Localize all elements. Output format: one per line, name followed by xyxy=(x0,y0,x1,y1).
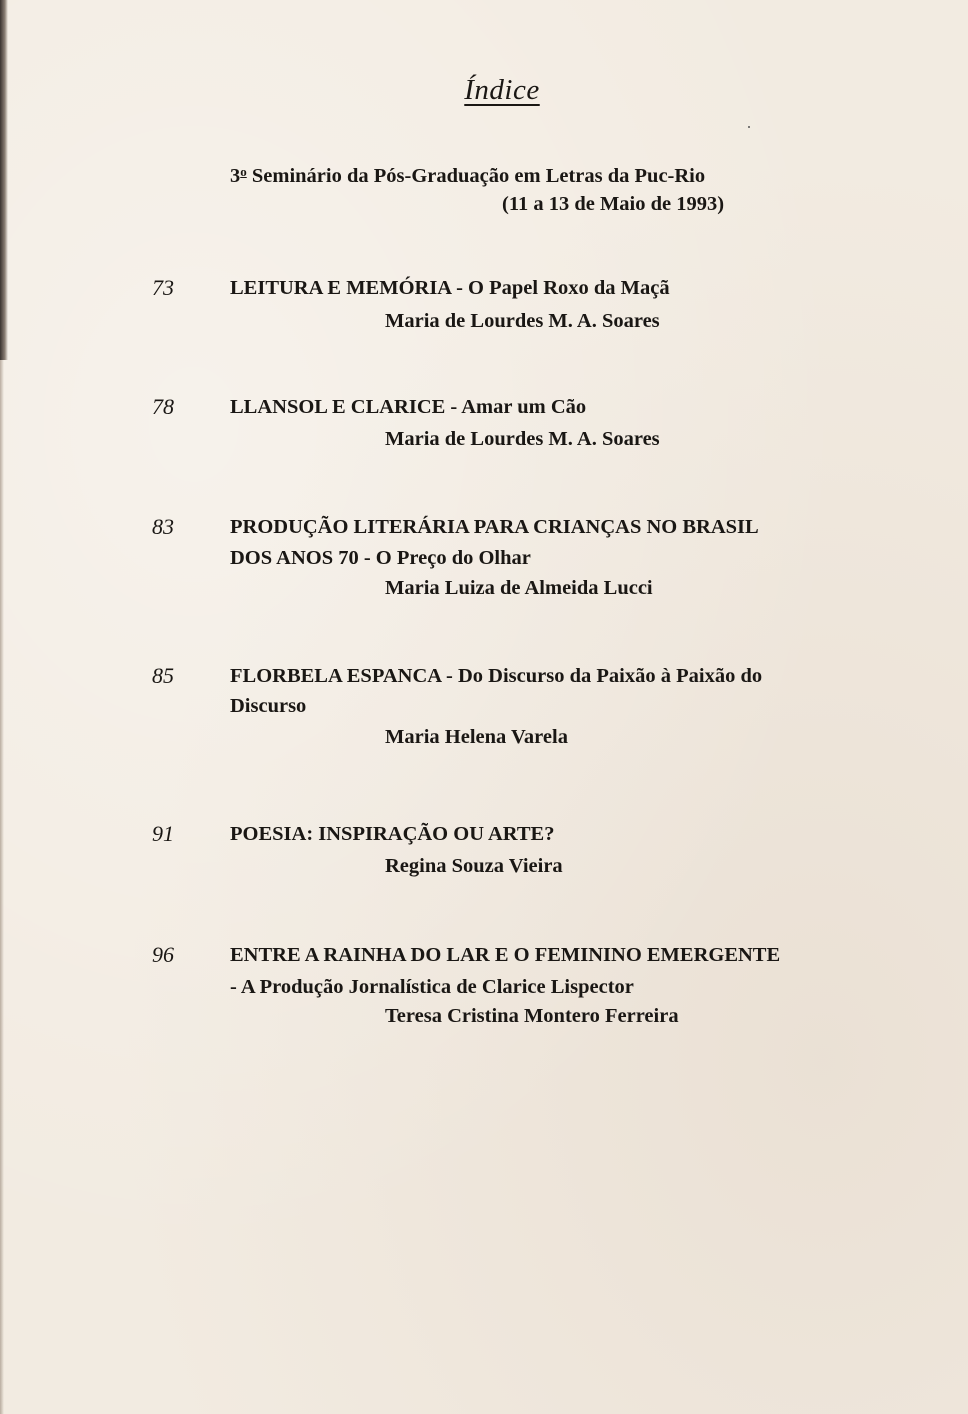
toc-entry-author: Maria de Lourdes M. A. Soares xyxy=(385,310,660,332)
seminar-ordinal-marker: o xyxy=(240,164,247,179)
toc-entry-author: Regina Souza Vieira xyxy=(385,855,563,877)
toc-entry-title: LLANSOL E CLARICE - Amar um Cão xyxy=(230,396,587,418)
page-title xyxy=(0,74,968,107)
toc-entry-title-line: FLORBELA ESPANCA - Do Discurso da Paixão à Paixão do xyxy=(230,665,763,687)
toc-entry-author: Maria Luiza de Almeida Lucci xyxy=(385,577,653,599)
seminar-heading xyxy=(230,158,850,218)
toc-page-number: 96 xyxy=(152,942,174,967)
toc-entry-title xyxy=(230,940,930,1002)
seminar-dates: (11 a 13 de Maio de 1993) xyxy=(502,193,725,215)
seminar-ordinal: 3 xyxy=(230,165,241,187)
seminar-line-1 xyxy=(230,158,850,190)
speck xyxy=(748,126,750,128)
toc-entry-author: Teresa Cristina Montero Ferreira xyxy=(385,1005,679,1027)
toc-entry-title xyxy=(230,661,890,721)
toc-page-number: 73 xyxy=(152,275,174,300)
toc-entry-title-line: ENTRE A RAINHA DO LAR E O FEMININO EMERGENTE xyxy=(230,944,781,966)
seminar-name: Seminário da Pós-Graduação em Letras da Puc-Rio xyxy=(246,165,706,187)
toc-entry-title: LEITURA E MEMÓRIA - O Papel Roxo da Maçã xyxy=(230,277,670,299)
toc-page-number: 83 xyxy=(152,514,174,539)
toc-entry-title xyxy=(230,512,890,573)
toc-page-number: 91 xyxy=(152,821,174,846)
toc-entry-title-line: PRODUÇÃO LITERÁRIA PARA CRIANÇAS NO BRASIL xyxy=(230,516,759,538)
toc-entry-title-line: Discurso xyxy=(230,695,307,717)
toc-entry-title-line: DOS ANOS 70 - O Preço do Olhar xyxy=(230,547,531,569)
toc-entry-title-line: - A Produção Jornalística de Clarice Lispector xyxy=(230,976,634,998)
page-edge xyxy=(0,360,4,1414)
toc-entry-author: Maria de Lourdes M. A. Soares xyxy=(385,428,660,450)
toc-entry-title: POESIA: INSPIRAÇÃO OU ARTE? xyxy=(230,823,555,845)
toc-entry-author: Maria Helena Varela xyxy=(385,726,568,748)
toc-page-number: 78 xyxy=(152,394,174,419)
binding-shadow xyxy=(0,0,8,360)
page-title-text: Índice xyxy=(464,74,540,106)
toc-page-number: 85 xyxy=(152,663,174,688)
